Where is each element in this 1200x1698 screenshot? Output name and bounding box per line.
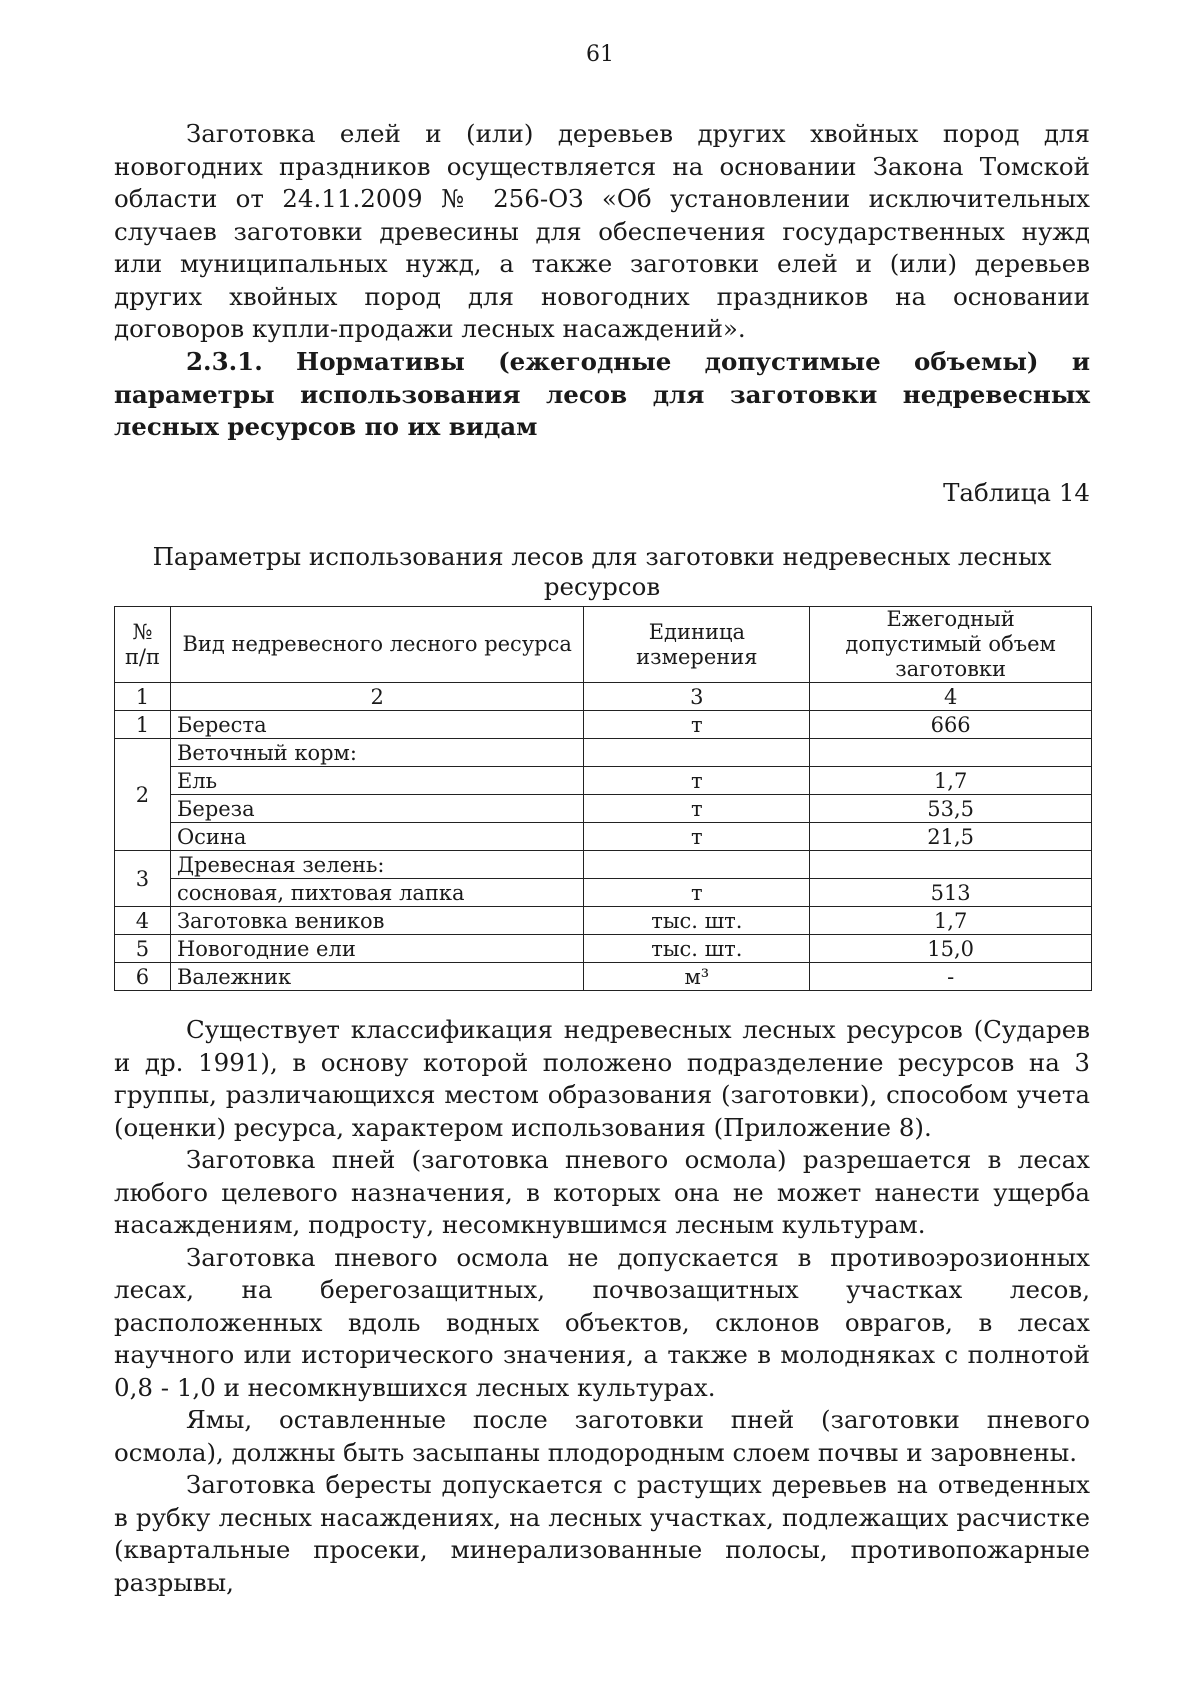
page-number: 61 (586, 42, 614, 67)
table-cell: Береза (170, 795, 583, 823)
table-cell: Новогодние ели (170, 935, 583, 963)
table-cell: 4 (810, 683, 1092, 711)
header-cell: Вид недревесного лесного ресурса (170, 607, 583, 683)
table-caption (114, 542, 1090, 602)
table-cell: Валежник (170, 963, 583, 991)
table-row (115, 767, 1092, 795)
table-numbering-row (115, 683, 1092, 711)
table-cell: 4 (115, 907, 171, 935)
table-cell: 3 (115, 851, 171, 907)
paragraph: Ямы, оставленные после заготовки пней (заготовки пневого осмола), должны быть засыпаны плодородным слоем почвы и заровнены. (114, 1405, 1090, 1467)
table-row (115, 935, 1092, 963)
table-cell: 1 (115, 683, 171, 711)
table-cell: Древесная зелень: (170, 851, 583, 879)
table-row (115, 739, 1092, 767)
paragraph: Заготовка пней (заготовка пневого осмола) разрешается в лесах любого целевого назначения, в которых она не может нанести ущерба насаждениям, подросту, несомкнувшимся лесным культурам. (114, 1145, 1090, 1239)
table-cell: 6 (115, 963, 171, 991)
table-cell: т (584, 767, 810, 795)
paragraph: Существует классификация недревесных лесных ресурсов (Сударев и др. 1991), в основу которой положено подразделение ресурсов на 3 группы, различающихся местом образования (заготовки), способом учета (оценки) ресурса, характером использования (Приложение 8). (114, 1015, 1090, 1142)
table-cell: Ель (170, 767, 583, 795)
body-text (114, 1014, 1090, 1599)
table-header-row (115, 607, 1092, 683)
paragraph: Заготовка пневого осмола не допускается в противоэрозионных лесах, на берегозащитных, почвозащитных участках лесов, расположенных вдоль водных объектов, склонов оврагов, в лесах научного или исторического значения, а также в молодняках с полнотой 0,8 - 1,0 и несомкнувшихся лесных культурах. (114, 1242, 1090, 1402)
table-cell (584, 739, 810, 767)
paragraph: Заготовка елей и (или) деревьев других хвойных пород для новогодних праздников осуществляется на основании Закона Томской области от 24.11.2009 № 256-ОЗ «Об установлении исключительных случаев заготовки древесины для обеспечения государственных нужд или муниципальных нужд, а также заготовки елей и (или) деревьев других хвойных пород для новогодних праздников на основании договоров купли-продажи лесных насаждений». (114, 119, 1090, 343)
table-cell (810, 739, 1092, 767)
table-row (115, 711, 1092, 739)
table-cell: м³ (584, 963, 810, 991)
section-heading-text: 2.3.1. Нормативы (ежегодные допустимые объемы) и параметры использования лесов для заготовки недревесных лесных ресурсов по их видам (114, 347, 1090, 441)
table-cell: т (584, 879, 810, 907)
table-cell: 53,5 (810, 795, 1092, 823)
header-cell: Ежегодный допустимый объем заготовки (810, 607, 1092, 683)
table-cell: т (584, 823, 810, 851)
table-cell: 21,5 (810, 823, 1092, 851)
table-row (115, 879, 1092, 907)
table-cell: 1,7 (810, 907, 1092, 935)
table-row (115, 851, 1092, 879)
table-cell: 5 (115, 935, 171, 963)
table-cell: т (584, 795, 810, 823)
table-cell: сосновая, пихтовая лапка (170, 879, 583, 907)
table-cell: 513 (810, 879, 1092, 907)
table-row (115, 963, 1092, 991)
header-cell: Единица измерения (584, 607, 810, 683)
table-cell: 15,0 (810, 935, 1092, 963)
table-caption-line: ресурсов (543, 572, 661, 601)
table-label: Таблица 14 (943, 478, 1090, 507)
table-cell: тыс. шт. (584, 935, 810, 963)
table-cell: Заготовка веников (170, 907, 583, 935)
table-cell: 2 (115, 739, 171, 851)
table-caption-line: Параметры использования лесов для заготовки недревесных лесных (152, 542, 1052, 571)
table-row (115, 907, 1092, 935)
table-cell: Береста (170, 711, 583, 739)
table-row (115, 795, 1092, 823)
table-cell: 1,7 (810, 767, 1092, 795)
table-cell (810, 851, 1092, 879)
paragraph: Заготовка бересты допускается с растущих деревьев на отведенных в рубку лесных насаждениях, на лесных участках, подлежащих расчистке (квартальные просеки, минерализованные полосы, противопожарные разрывы, (114, 1470, 1090, 1597)
table-cell: - (810, 963, 1092, 991)
resource-table (114, 606, 1092, 991)
table-row (115, 823, 1092, 851)
table-cell: 3 (584, 683, 810, 711)
intro-text (114, 118, 1090, 346)
table-cell: 666 (810, 711, 1092, 739)
table-cell (584, 851, 810, 879)
table-cell: 2 (170, 683, 583, 711)
header-cell: № п/п (115, 607, 171, 683)
table-cell: т (584, 711, 810, 739)
table-cell: тыс. шт. (584, 907, 810, 935)
table-cell: Осина (170, 823, 583, 851)
table-cell: 1 (115, 711, 171, 739)
table-cell: Веточный корм: (170, 739, 583, 767)
section-heading (114, 346, 1090, 444)
